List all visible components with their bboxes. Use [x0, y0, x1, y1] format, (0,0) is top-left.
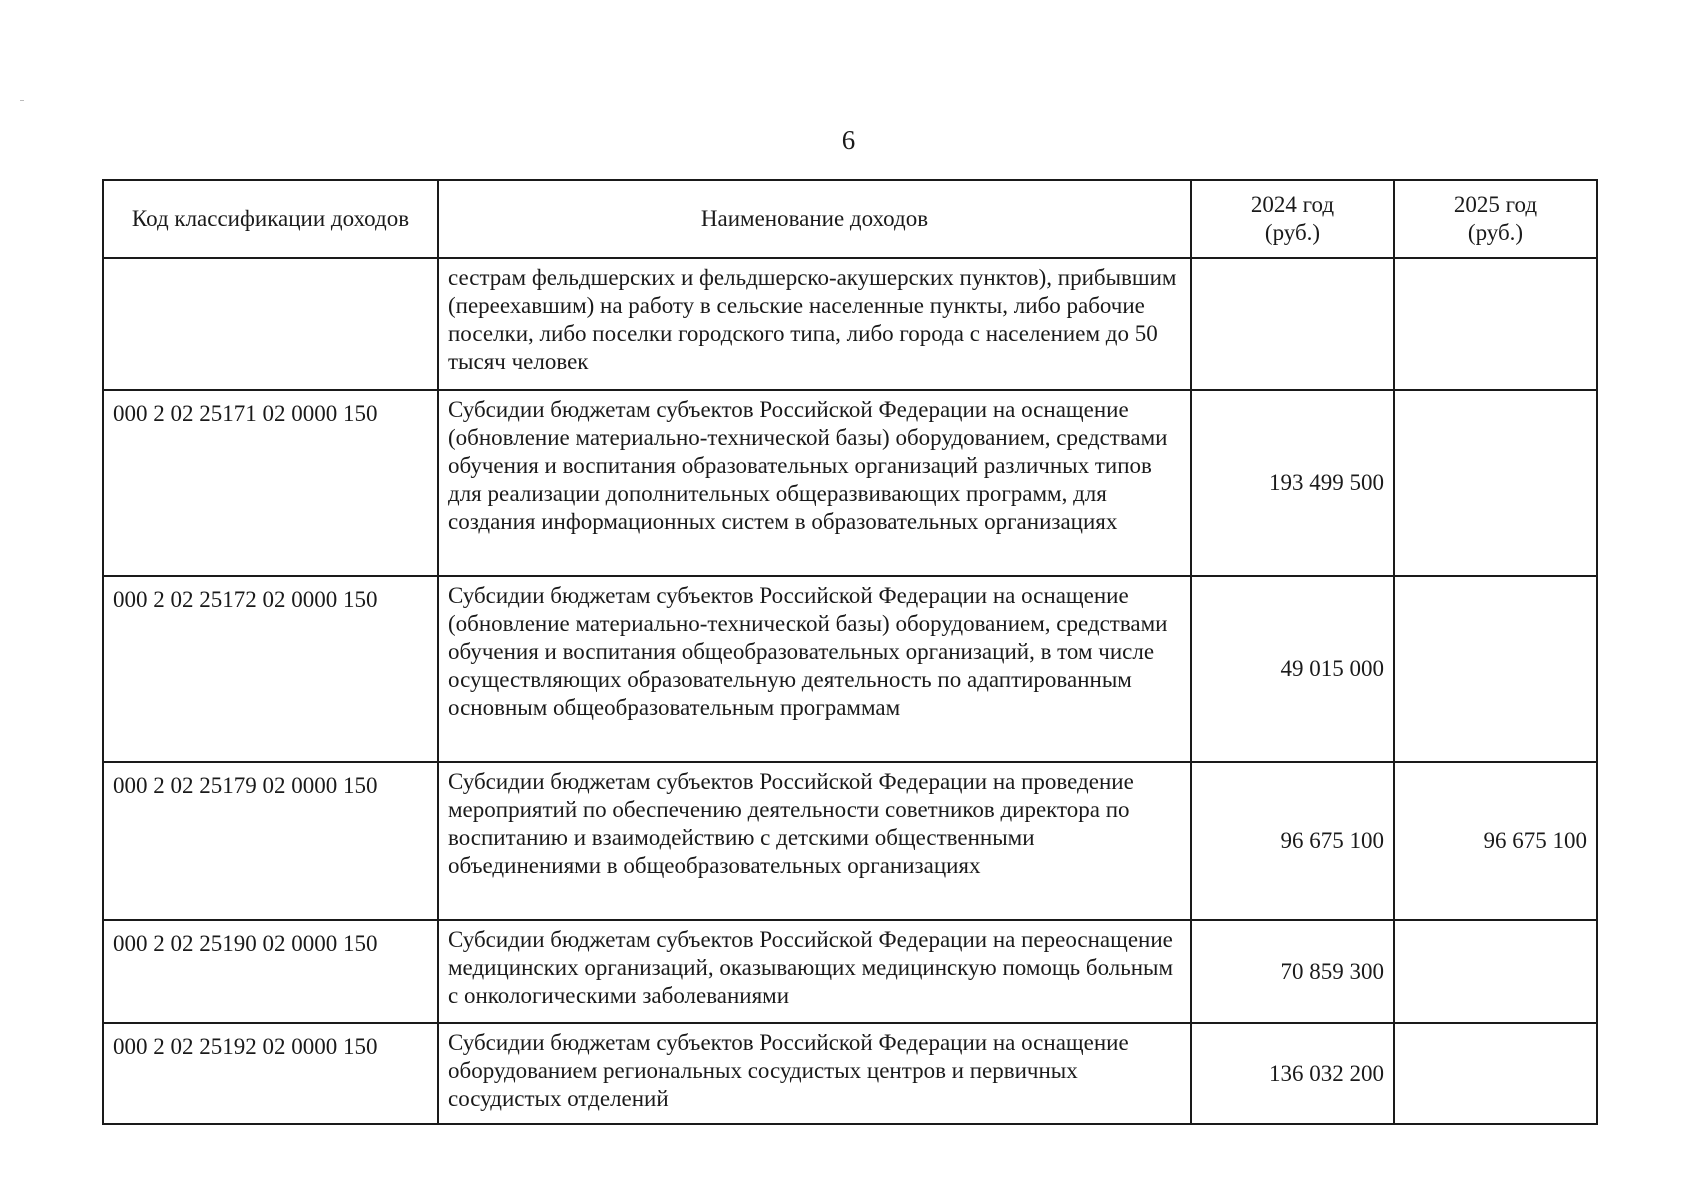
header-2025: 2025 год (руб.) [1394, 180, 1597, 258]
cell-2025 [1394, 576, 1597, 762]
cell-code: 000 2 02 25171 02 0000 150 [103, 390, 438, 576]
cell-name: Субсидии бюджетам субъектов Российской Федерации на оснащение оборудованием региональных сосудистых центров и первичных сосудистых отделений [438, 1023, 1191, 1124]
table-row [103, 258, 1597, 390]
cell-2025 [1394, 390, 1597, 576]
cell-name: Субсидии бюджетам субъектов Российской Федерации на переоснащение медицинских организаций, оказывающих медицинскую помощь больным с онкологическими заболеваниями [438, 920, 1191, 1023]
table-row [103, 390, 1597, 576]
cell-code: 000 2 02 25190 02 0000 150 [103, 920, 438, 1023]
cell-2024: 70 859 300 [1191, 920, 1394, 1023]
table-row [103, 576, 1597, 762]
table-header-row [103, 180, 1597, 258]
header-name: Наименование доходов [438, 180, 1191, 258]
cell-2025 [1394, 1023, 1597, 1124]
cell-name: Субсидии бюджетам субъектов Российской Федерации на оснащение (обновление материально-технической базы) оборудованием, средствами обучения и воспитания образовательных организаций различных типов для реализации дополнительных общеразвивающих программ, для создания информационных систем в образовательных организациях [438, 390, 1191, 576]
cell-2024: 193 499 500 [1191, 390, 1394, 576]
cell-code: 000 2 02 25172 02 0000 150 [103, 576, 438, 762]
table-row [103, 1023, 1597, 1124]
cell-2025 [1394, 920, 1597, 1023]
scan-speck [20, 100, 24, 101]
income-table [102, 179, 1598, 1125]
cell-2024 [1191, 258, 1394, 390]
page-number: 6 [841, 125, 856, 155]
cell-code [103, 258, 438, 390]
cell-code: 000 2 02 25179 02 0000 150 [103, 762, 438, 920]
cell-code: 000 2 02 25192 02 0000 150 [103, 1023, 438, 1124]
table-row [103, 920, 1597, 1023]
cell-2025 [1394, 258, 1597, 390]
cell-2024: 96 675 100 [1191, 762, 1394, 920]
cell-2024: 49 015 000 [1191, 576, 1394, 762]
cell-name: сестрам фельдшерских и фельдшерско-акушерских пунктов), прибывшим (переехавшим) на работу в сельские населенные пункты, либо рабочие поселки, либо поселки городского типа, либо города с населением до 50 тысяч человек [438, 258, 1191, 390]
table-row [103, 762, 1597, 920]
cell-2024: 136 032 200 [1191, 1023, 1394, 1124]
header-2024: 2024 год (руб.) [1191, 180, 1394, 258]
cell-name: Субсидии бюджетам субъектов Российской Федерации на оснащение (обновление материально-технической базы) оборудованием, средствами обучения и воспитания общеобразовательных организаций, в том числе осуществляющих образовательную деятельность по адаптированным основным общеобразовательным программам [438, 576, 1191, 762]
cell-name: Субсидии бюджетам субъектов Российской Федерации на проведение мероприятий по обеспечению деятельности советников директора по воспитанию и взаимодействию с детскими общественными объединениями в общеобразовательных организациях [438, 762, 1191, 920]
cell-2025: 96 675 100 [1394, 762, 1597, 920]
header-code: Код классификации доходов [103, 180, 438, 258]
